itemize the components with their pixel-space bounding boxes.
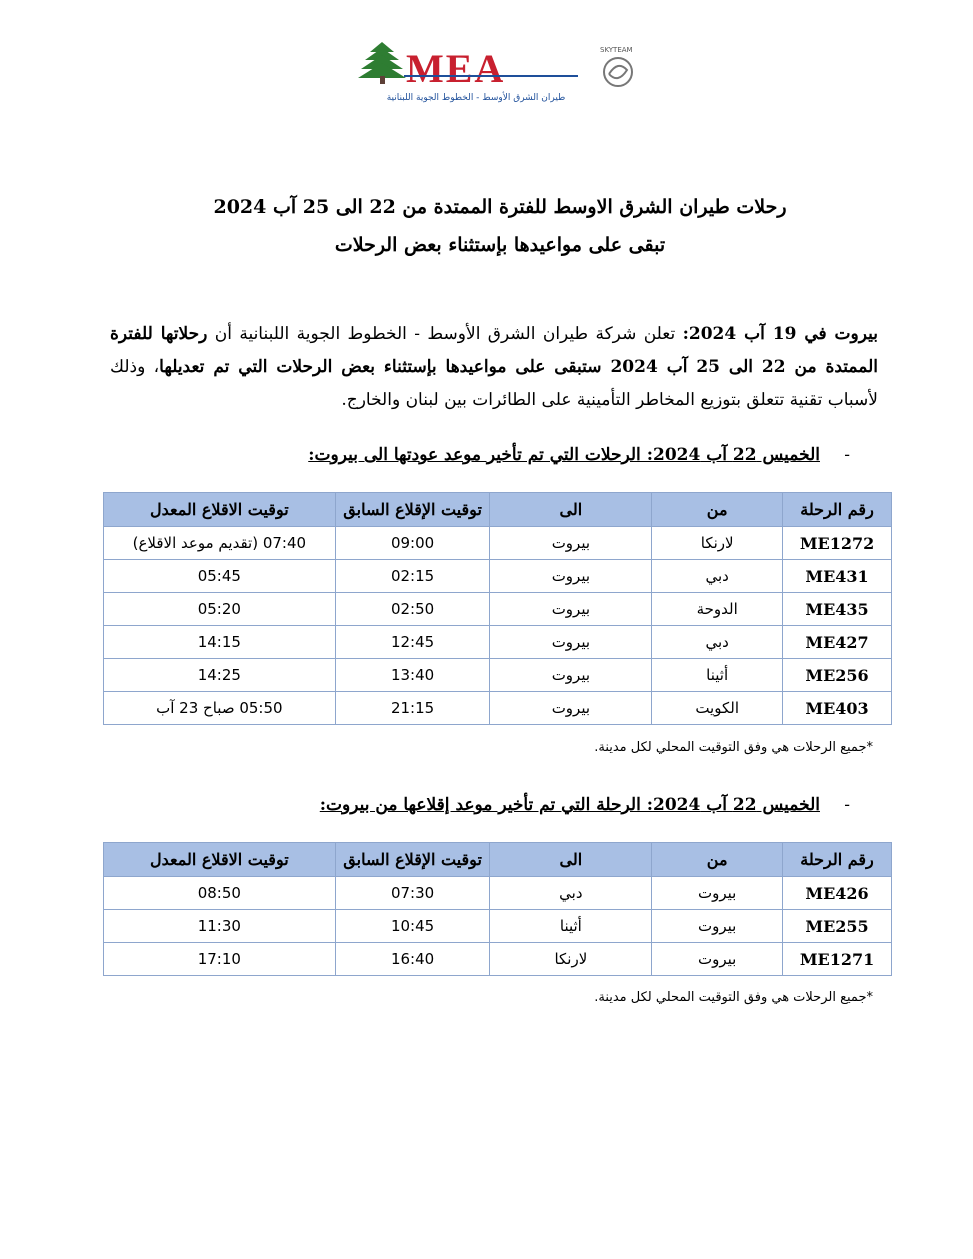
destination: بيروت [490, 593, 652, 626]
modified-time: 14:15 [104, 626, 336, 659]
col-from: من [652, 843, 783, 877]
previous-time: 10:45 [335, 910, 490, 943]
col-modified-departure: توقيت الاقلاع المعدل [104, 493, 336, 527]
destination: دبي [490, 877, 652, 910]
mea-wordmark: MEA [406, 46, 506, 91]
section1-heading-text: الخميس 22 آب 2024: الرحلات التي تم تأخير موعد عودتها الى بيروت: [308, 445, 820, 465]
previous-time: 02:50 [335, 593, 490, 626]
headline-line1: رحلات طيران الشرق الاوسط للفترة الممتدة من 22 الى 25 آب 2024 [213, 196, 787, 218]
previous-time: 21:15 [335, 692, 490, 725]
flight-number: ME427 [783, 626, 892, 659]
section2-heading [319, 795, 850, 815]
paragraph-text-1: تعلن شركة طيران الشرق الأوسط - الخطوط الجوية اللبنانية أن [207, 324, 683, 344]
origin: بيروت [652, 943, 783, 976]
flight-number: ME256 [783, 659, 892, 692]
section1-dash: - [844, 445, 850, 465]
paragraph-bold: رحلاتها للفترة الممتدة من 22 الى 25 آب 2024 ستبقى على مواعيدها بإستثناء بعض الرحلات التي تم تعديلها [110, 324, 878, 377]
table-row [104, 692, 892, 725]
paragraph-text-2: ، وذلك لأسباب تقنية تتعلق بتوزيع المخاطر التأمينية على الطائرات بين لبنان والخارج. [110, 357, 878, 410]
flight-number: ME431 [783, 560, 892, 593]
departures-table [103, 842, 892, 976]
table-row [104, 560, 892, 593]
previous-time: 16:40 [335, 943, 490, 976]
flight-number: ME435 [783, 593, 892, 626]
press-paragraph [110, 318, 878, 417]
destination: بيروت [490, 560, 652, 593]
destination: لارنكا [490, 943, 652, 976]
skyteam-icon [600, 46, 633, 86]
previous-time: 13:40 [335, 659, 490, 692]
table-row [104, 877, 892, 910]
origin: دبي [652, 560, 783, 593]
modified-time: 11:30 [104, 910, 336, 943]
origin: أثينا [652, 659, 783, 692]
modified-time: 07:40 (تقديم موعد الاقلاع) [104, 527, 336, 560]
section1-heading [308, 445, 850, 465]
table-row [104, 527, 892, 560]
col-to: الى [490, 843, 652, 877]
destination: بيروت [490, 626, 652, 659]
flight-number: ME255 [783, 910, 892, 943]
col-modified-departure: توقيت الاقلاع المعدل [104, 843, 336, 877]
origin: دبي [652, 626, 783, 659]
section2-heading-text: الخميس 22 آب 2024: الرحلة التي تم تأخير موعد إقلاعها من بيروت: [319, 795, 820, 815]
flight-number: ME1272 [783, 527, 892, 560]
flight-number: ME403 [783, 692, 892, 725]
modified-time: 14:25 [104, 659, 336, 692]
col-flight-number: رقم الرحلة [783, 493, 892, 527]
dateline: بيروت في 19 آب 2024: [682, 324, 878, 344]
modified-time: 05:20 [104, 593, 336, 626]
section1-footnote: *جميع الرحلات هي وفق التوقيت المحلي لكل مدينة. [594, 740, 873, 755]
table-header-row [104, 493, 892, 527]
col-previous-departure: توقيت الإقلاع السابق [335, 493, 490, 527]
table-row [104, 659, 892, 692]
logo-subtitle: طيران الشرق الأوسط - الخطوط الجوية اللبنانية [386, 93, 566, 103]
origin: بيروت [652, 910, 783, 943]
modified-time: 05:45 [104, 560, 336, 593]
origin: الكويت [652, 692, 783, 725]
flight-number: ME426 [783, 877, 892, 910]
previous-time: 07:30 [335, 877, 490, 910]
origin: لارنكا [652, 527, 783, 560]
headline-line2: تبقى على مواعيدها بإستثناء بعض الرحلات [334, 234, 666, 256]
modified-time: 05:50 صباح 23 آب [104, 692, 336, 725]
col-to: الى [490, 493, 652, 527]
col-from: من [652, 493, 783, 527]
origin: الدوحة [652, 593, 783, 626]
modified-time: 17:10 [104, 943, 336, 976]
table-row [104, 943, 892, 976]
flight-number: ME1271 [783, 943, 892, 976]
table-row [104, 626, 892, 659]
previous-time: 09:00 [335, 527, 490, 560]
previous-time: 02:15 [335, 560, 490, 593]
cedar-tree-icon [358, 42, 406, 84]
section2-footnote: *جميع الرحلات هي وفق التوقيت المحلي لكل مدينة. [594, 990, 873, 1005]
col-previous-departure: توقيت الإقلاع السابق [335, 843, 490, 877]
modified-time: 08:50 [104, 877, 336, 910]
table-row [104, 593, 892, 626]
mea-logo [356, 38, 641, 110]
table-header-row [104, 843, 892, 877]
skyteam-label: SKYTEAM [600, 46, 633, 54]
table-row [104, 910, 892, 943]
destination: بيروت [490, 659, 652, 692]
destination: أثينا [490, 910, 652, 943]
col-flight-number: رقم الرحلة [783, 843, 892, 877]
destination: بيروت [490, 692, 652, 725]
previous-time: 12:45 [335, 626, 490, 659]
origin: بيروت [652, 877, 783, 910]
section2-dash: - [844, 795, 850, 815]
arrivals-table [103, 492, 892, 725]
destination: بيروت [490, 527, 652, 560]
